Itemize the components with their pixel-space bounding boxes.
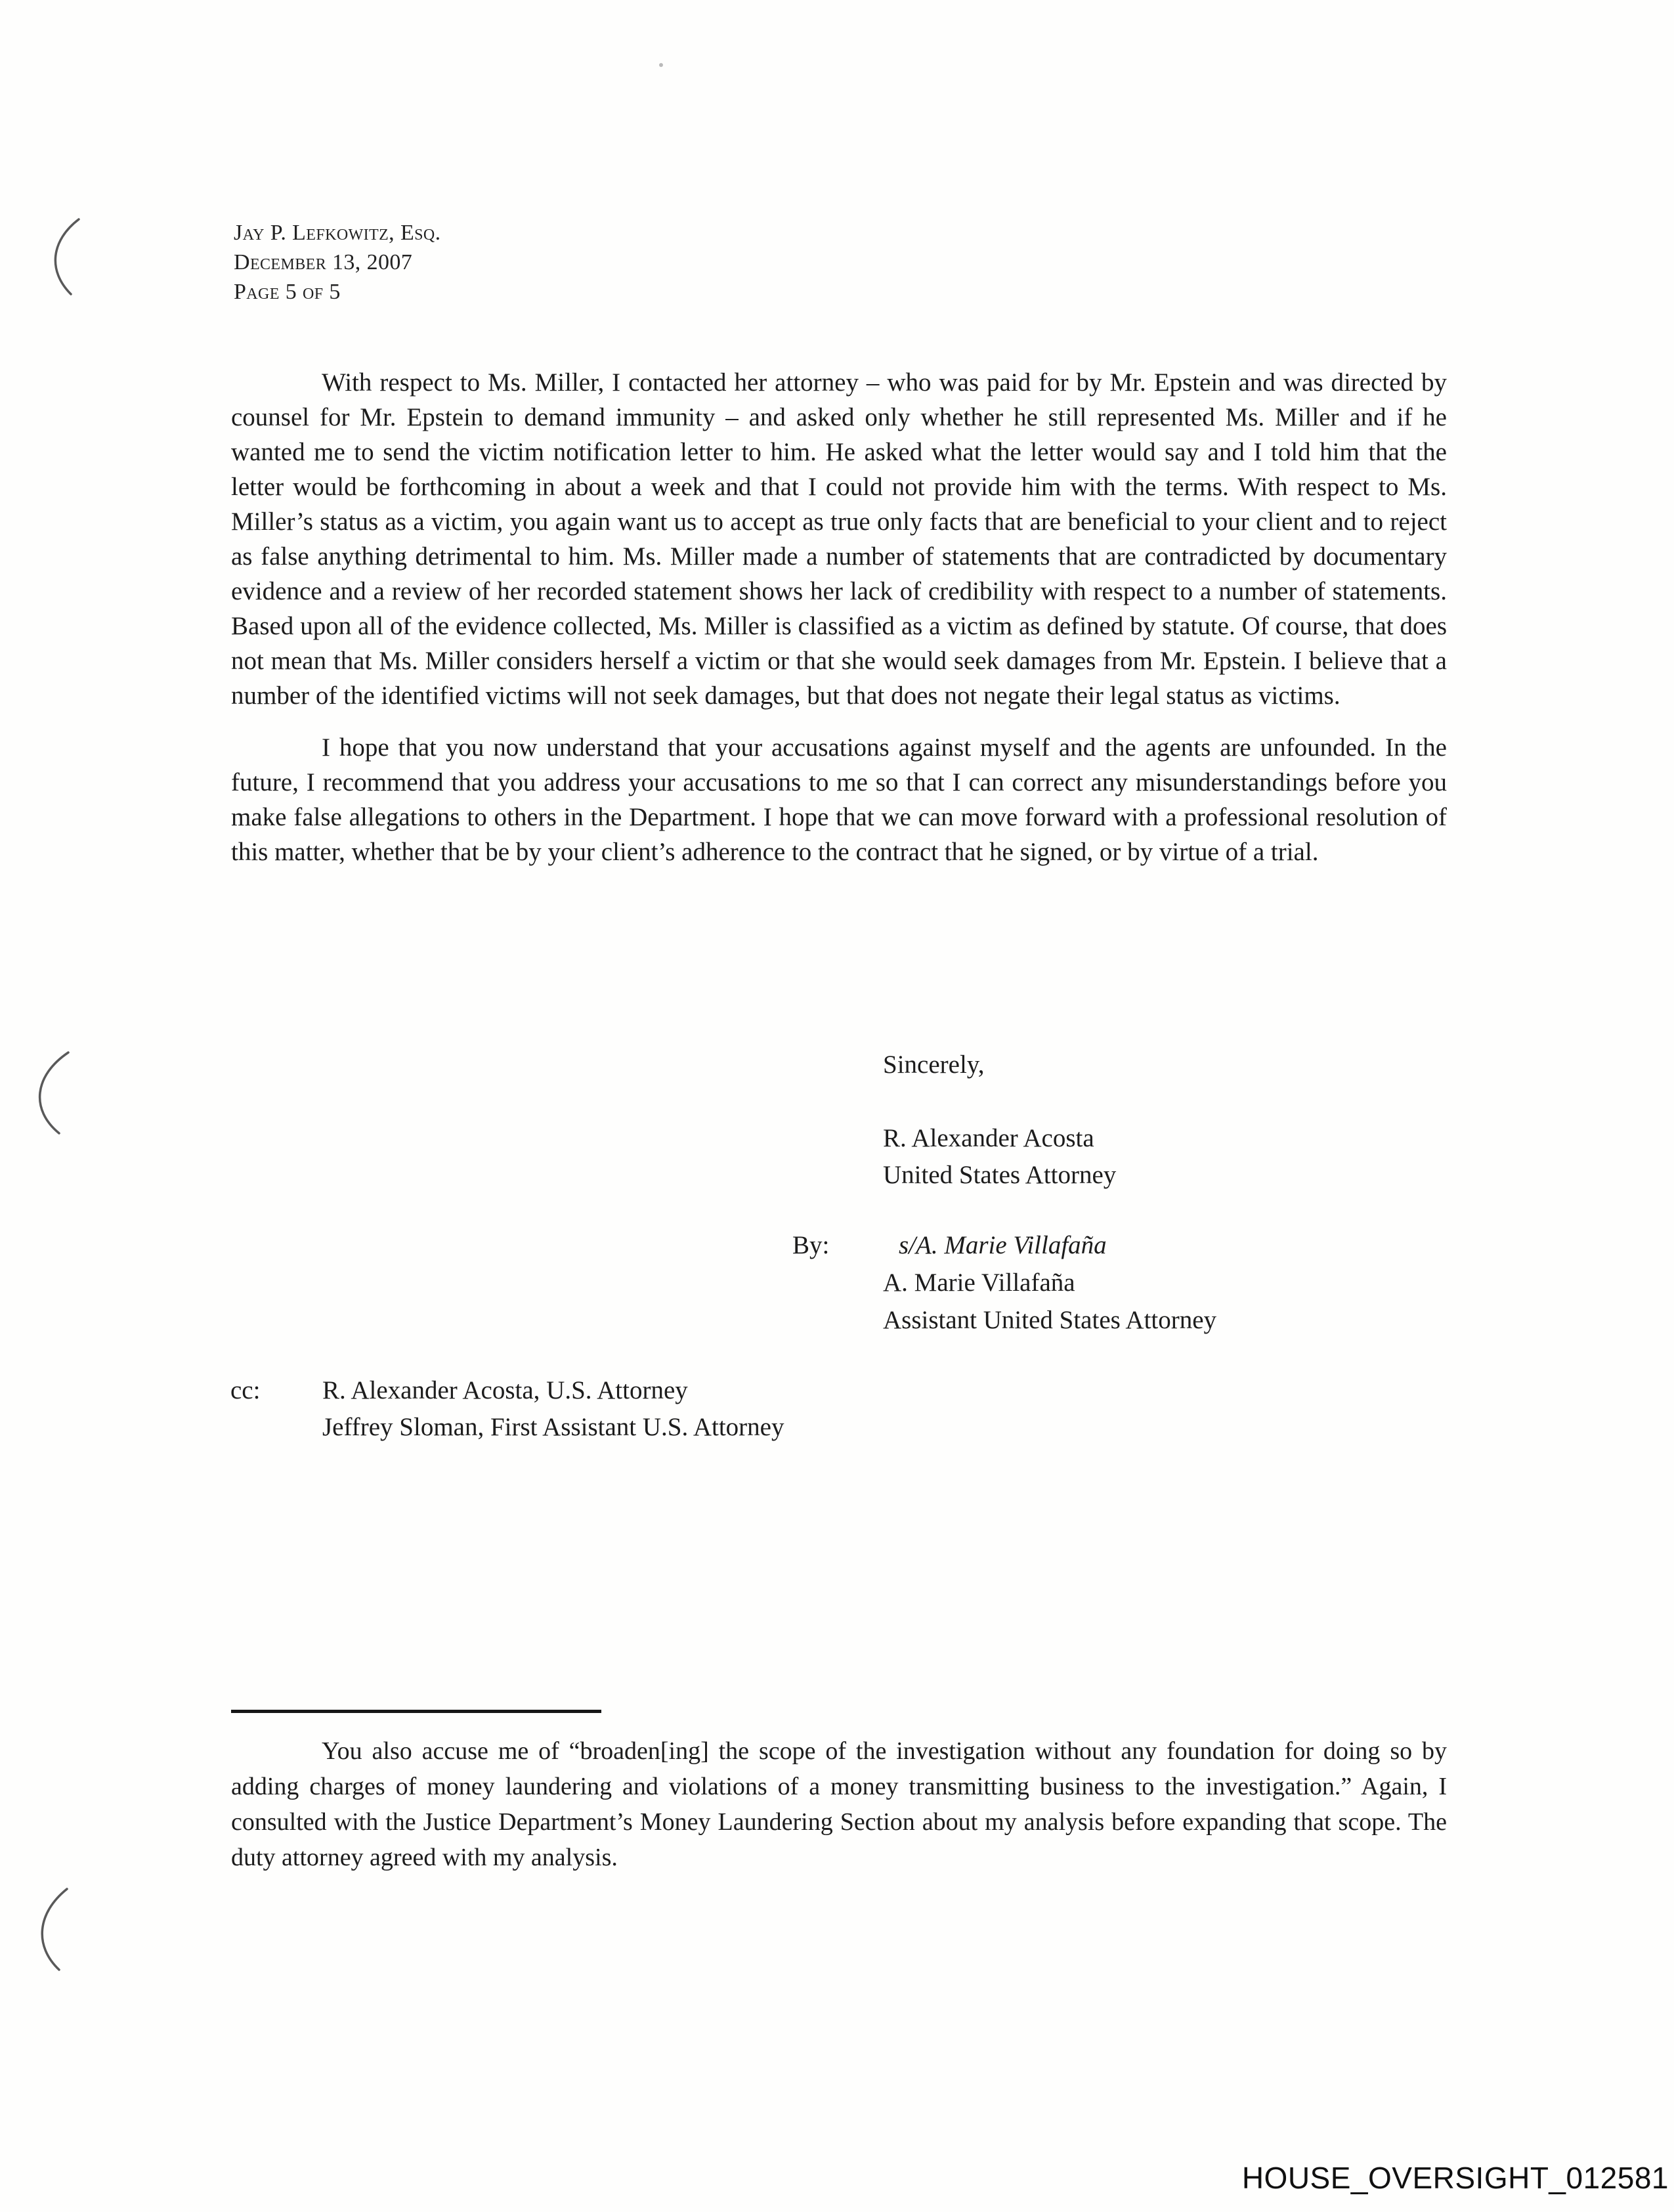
scan-artifact-bottom [26, 1886, 85, 1974]
by-label: By: [792, 1231, 830, 1259]
body-paragraph-2: I hope that you now understand that your accusations against myself and the agents are unfounded. In the future, I recommend that you address your accusations to me so that I can correct any misunderstandings before you make false allegations to others in the Department. I hope that we can move forward with a professional resolution of this matter, whether that be by your client’s adherence to the contract that he signed, or by virtue of a trial. [231, 733, 1447, 866]
scan-artifact-middle [22, 1049, 88, 1138]
signer-name: R. Alexander Acosta [883, 1124, 1094, 1152]
scan-speck [659, 63, 663, 67]
cc-label: cc: [230, 1376, 261, 1404]
by-block [792, 1226, 1216, 1339]
letter-header [234, 218, 441, 307]
body-paragraph-1: With respect to Ms. Miller, I contacted her attorney – who was paid for by Mr. Epstein and was directed by counsel for Mr. Epstein to demand immunity – and asked only whether he still represented Ms. Miller and if he wanted me to send the victim notification letter to him. He asked what the letter would say and I told him that the letter would be forthcoming in about a week and that I could not provide him with the terms. With respect to Ms. Miller’s status as a victim, you again want us to accept as true only facts that are beneficial to your client and to reject as false anything detrimental to him. Ms. Miller made a number of statements that are contradicted by documentary evidence and a review of her recorded statement shows her lack of credibility with respect to a number of statements. Based upon all of the evidence collected, Ms. Miller is classified as a victim as defined by statute. Of course, that does not mean that Ms. Miller considers herself a victim or that she would seek damages from Mr. Epstein. I believe that a number of the identified victims will not seek damages, but that does not negate their legal status as victims. [231, 368, 1447, 710]
cc-recipient-1: R. Alexander Acosta, U.S. Attorney [322, 1376, 688, 1404]
letter-body [231, 365, 1447, 869]
closing-salutation: Sincerely, [883, 1051, 985, 1079]
signature-line: s/A. Marie Villafaña [899, 1231, 1107, 1259]
scan-artifact-top [38, 215, 97, 301]
bates-number: HOUSE_OVERSIGHT_012581 [1241, 2161, 1669, 2195]
by-column [883, 1226, 1216, 1339]
header-page-number: Page 5 of 5 [234, 280, 341, 304]
by-name: A. Marie Villafaña [883, 1269, 1075, 1297]
footnote-text: You also accuse me of “broaden[ing] the scope of the investigation without any foundation for doing so by adding charges of money laundering and violations of a money transmitting business to the investigation.” Again, I consulted with the Justice Department’s Money Laundering Section about my analysis before expanding that scope. The duty attorney agreed with my analysis. [231, 1737, 1447, 1871]
signer-title: United States Attorney [883, 1161, 1117, 1189]
header-addressee: Jay P. Lefkowitz, Esq. [234, 221, 441, 245]
header-date: December 13, 2007 [234, 250, 413, 274]
cc-block [230, 1372, 784, 1446]
cc-recipient-2: Jeffrey Sloman, First Assistant U.S. Attorney [322, 1413, 784, 1441]
closing-gap [883, 1083, 1116, 1120]
closing-block [883, 1047, 1116, 1194]
cc-column [322, 1372, 784, 1446]
footnote-separator [231, 1710, 601, 1713]
by-title: Assistant United States Attorney [883, 1306, 1217, 1334]
